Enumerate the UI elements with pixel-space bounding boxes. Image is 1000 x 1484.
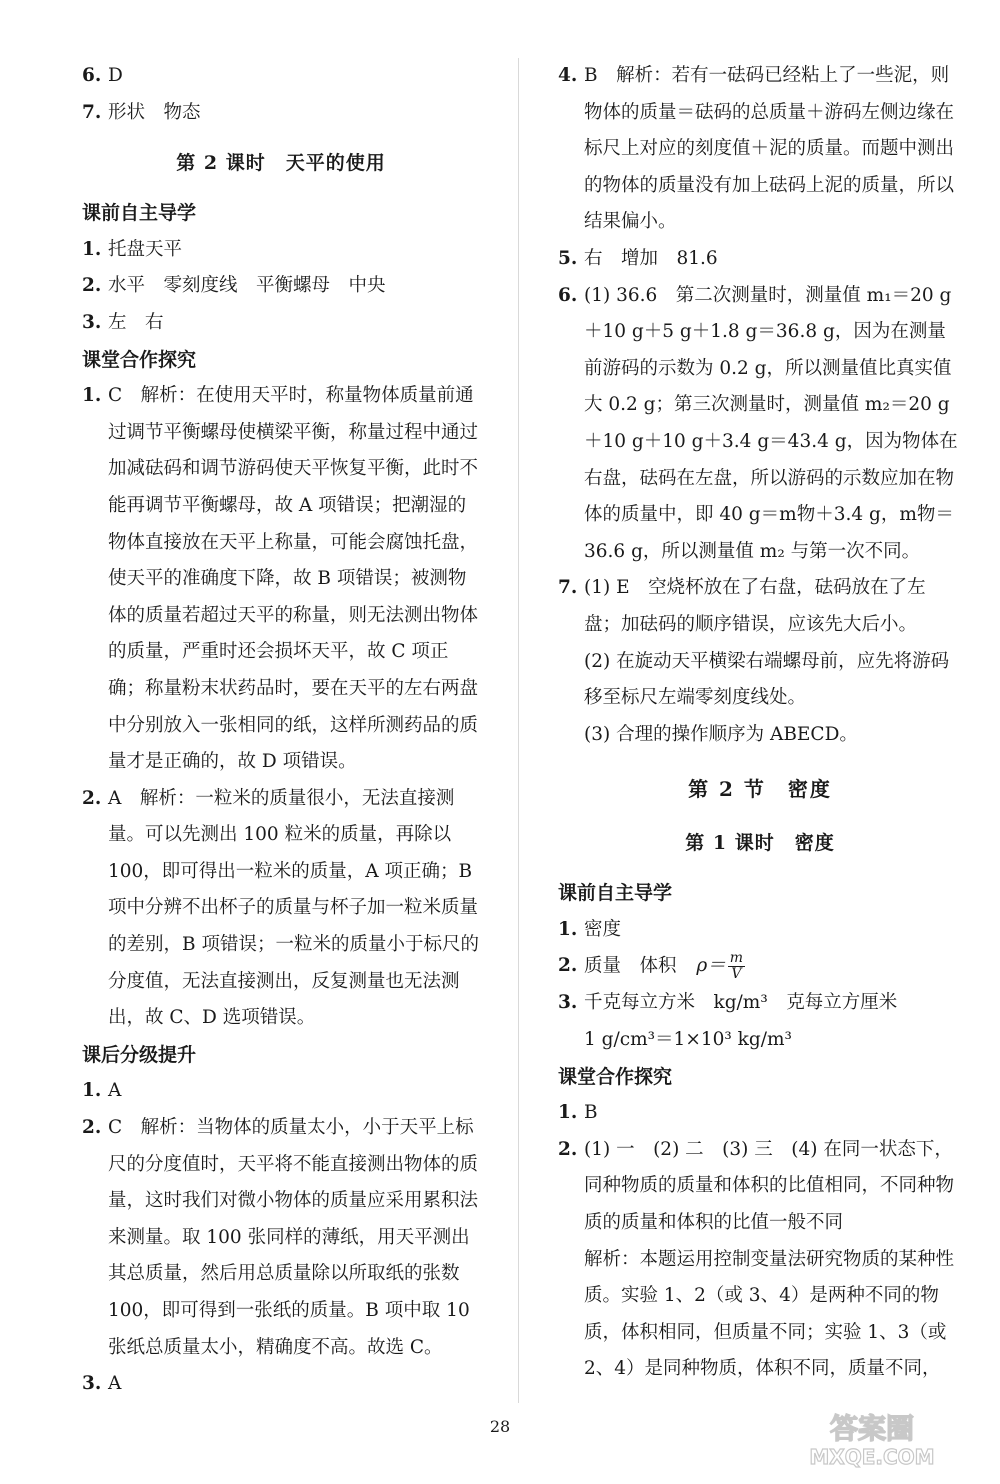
answer-item: [558, 570, 962, 753]
section-heading: 课前自主导学: [558, 882, 673, 905]
column-divider: [518, 58, 519, 1403]
answer-text: 右 增加 81.6: [584, 247, 718, 269]
item-number: 2.: [558, 955, 578, 977]
answer-item: [558, 985, 962, 1058]
formula-fraction: [728, 951, 745, 982]
fraction-numerator: m: [729, 949, 744, 966]
section-title: 第 2 节 密度: [688, 777, 832, 802]
watermark-logo: [772, 1408, 972, 1470]
item-number: 2.: [82, 275, 102, 297]
formula-lhs: ρ＝: [696, 955, 726, 977]
answer-item: [558, 912, 962, 949]
answer-text: 密度: [584, 918, 622, 940]
answer-text: (3) 合理的操作顺序为 ABECD。: [584, 723, 858, 745]
answer-text: 托盘天平: [108, 238, 183, 260]
answer-item: [82, 1366, 480, 1403]
answer-item: [558, 278, 962, 571]
answer-text: C 解析：在使用天平时，称量物体质量前通过调节平衡螺母使横梁平衡，称量过程中通过加减砝码和调节游码使天平恢复平衡，此时不能再调节平衡螺母，故 A 项错误；把潮湿的物体直接放在天平上称量，可能会腐蚀托盘，使天平的准确度下降，故 B 项错误；被测物体的质量若超过天平的称量，则无法测出物体的质量，严重时还会损坏天平，故 C 项正确；称量粉末状药品时，要在天平的左右两盘中分别放入一张相同的纸，这样所测药品的质量才是正确的，故 D 项错误。: [108, 385, 479, 773]
item-number: 1.: [82, 1080, 102, 1102]
answer-item: [82, 378, 480, 781]
page-number: 28: [489, 1417, 511, 1436]
answer-text: 形状 物态: [108, 101, 201, 123]
item-number: 2.: [82, 1117, 102, 1139]
answer-text: 千克每立方米 kg/m³ 克每立方厘米: [584, 992, 898, 1014]
answer-text: B 解析：若有一砝码已经粘上了一些泥，则物体的质量＝砝码的总质量＋游码左侧边缘在标尺上对应的刻度值＋泥的质量。而题中测出的物体的质量没有加上砝码上泥的质量，所以结果偏小。: [584, 65, 955, 233]
item-number: 7.: [558, 577, 578, 599]
lesson-title: 第 2 课时 天平的使用: [176, 152, 386, 175]
watermark-line2: MXQE.COM: [809, 1445, 935, 1469]
item-number: 6.: [558, 284, 578, 306]
answer-item: [82, 232, 480, 269]
answer-item: [82, 58, 480, 95]
answer-text: 1 g/cm³＝1×10³ kg/m³: [584, 1028, 792, 1050]
item-number: 1.: [82, 238, 102, 260]
answer-item: [82, 95, 480, 132]
answer-item: [558, 241, 962, 278]
answer-text: (1) E 空烧杯放在了右盘，砝码放在了左盘；加砝码的顺序错误，应该先大后小。: [584, 577, 926, 635]
answer-text: 水平 零刻度线 平衡螺母 中央: [108, 275, 386, 297]
lesson-title: 第 1 课时 密度: [685, 832, 835, 855]
watermark-line1: 答案圈: [829, 1412, 915, 1445]
answer-text: (1) 一 (2) 二 (3) 三 (4) 在同一状态下，同种物质的质量和体积的比值相同，不同种物质的质量和体积的比值一般不同: [584, 1138, 955, 1233]
right-column: [558, 58, 962, 1388]
density-formula: [696, 948, 745, 985]
answer-text: 解析：本题运用控制变量法研究物质的某种性质。实验 1、2（或 3、4）是两种不同的物质，体积相同，但质量不同；实验 1、3（或 2、4）是同种物质，体积不同，质量不同，: [584, 1248, 955, 1380]
answer-item: [558, 1132, 962, 1388]
item-number: 4.: [558, 65, 578, 86]
answer-item: [82, 1073, 480, 1110]
answer-item: [558, 1095, 962, 1132]
answer-item: [82, 1110, 480, 1366]
answer-item: [558, 58, 962, 241]
section-heading: 课前自主导学: [82, 202, 197, 225]
answer-item: [82, 305, 480, 342]
answer-text: (1) 36.6 第二次测量时，测量值 m₁＝20 g＋10 g＋5 g＋1.8 g＝36.8 g，因为在测量前游码的示数为 0.2 g，所以测量值比真实值大 0.2 g；第三次测量时，测量值 m₂＝20 g＋10 g＋10 g＋3.4 g＝43.4 g，因为物体在右盘，砝码在左盘，所以游码的示数应加在物体的质量中，即 40 g＝m物＋3.4 g，m物＝36.6 g，所以测量值 m₂ 与第一次不同。: [584, 284, 958, 562]
item-number: 2.: [82, 787, 102, 809]
item-number: 1.: [82, 385, 102, 407]
item-number: 6.: [82, 65, 102, 86]
answer-item: [82, 268, 480, 305]
section-heading: 课后分级提升: [82, 1043, 197, 1066]
left-column: [82, 58, 480, 1403]
item-number: 2.: [558, 1138, 578, 1160]
answer-text: (2) 在旋动天平横梁右端螺母前，应先将游码移至标尺左端零刻度线处。: [584, 650, 950, 709]
item-number: 7.: [82, 101, 102, 123]
answer-text: D: [108, 65, 123, 86]
answer-text: 左 右: [108, 311, 164, 333]
section-heading: 课堂合作探究: [82, 348, 197, 371]
item-number: 3.: [82, 1373, 102, 1395]
item-number: 5.: [558, 247, 578, 269]
answer-item: [82, 781, 480, 1037]
answer-text: A: [108, 1373, 122, 1395]
answer-text: 质量 体积: [584, 955, 677, 977]
item-number: 3.: [82, 311, 102, 333]
answer-text: A 解析：一粒米的质量很小，无法直接测量。可以先测出 100 粒米的质量，再除以 100，即可得出一粒米的质量，A 项正确；B 项中分辨不出杯子的质量与杯子加一粒米质量的差别，B 项错误；一粒米的质量小于标尺的分度值，无法直接测出，反复测量也无法测出，故 C、D 选项错误。: [108, 787, 479, 1029]
answer-text: B: [584, 1102, 598, 1124]
item-number: 1.: [558, 918, 578, 940]
section-heading: 课堂合作探究: [558, 1065, 673, 1088]
answer-item: [558, 948, 962, 985]
item-number: 3.: [558, 992, 578, 1014]
answer-text: A: [108, 1080, 122, 1102]
answer-text: C 解析：当物体的质量太小，小于天平上标尺的分度值时，天平将不能直接测出物体的质量，这时我们对微小物体的质量应采用累积法来测量。取 100 张同样的薄纸，用天平测出其总质量，然后用总质量除以所取纸的张数 100，即可得到一张纸的质量。B 项中取 10 张纸总质量太小，精确度不高。故选 C。: [108, 1117, 479, 1358]
fraction-denominator: V: [731, 965, 742, 982]
item-number: 1.: [558, 1102, 578, 1124]
